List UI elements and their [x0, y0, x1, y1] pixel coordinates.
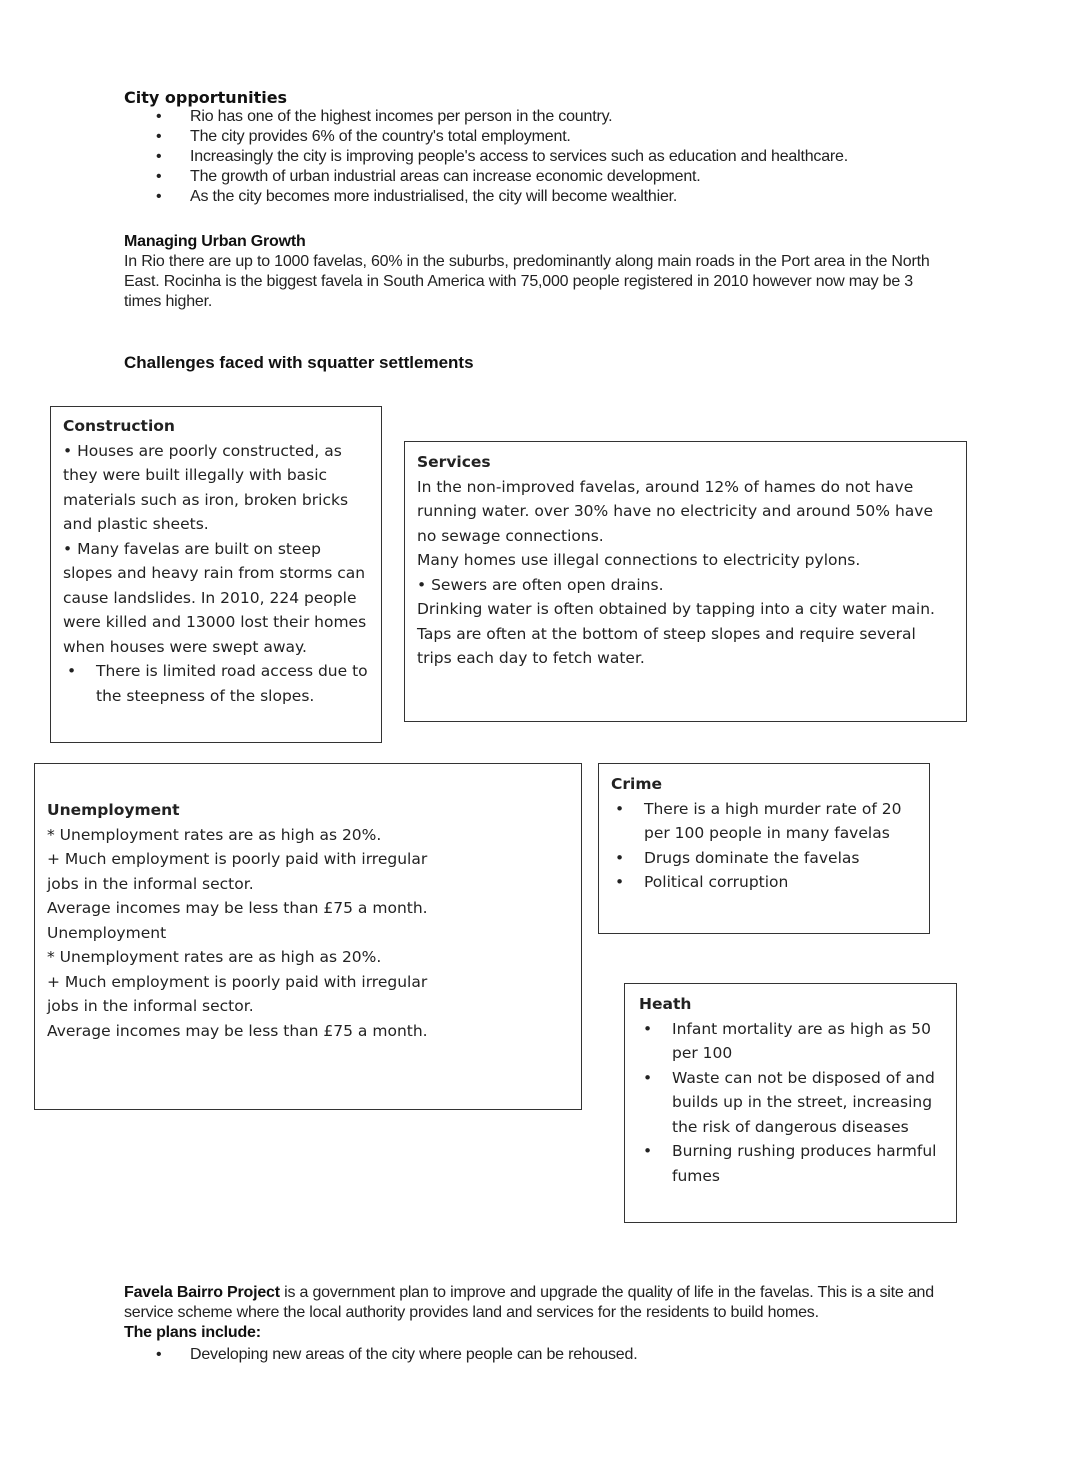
heath-box	[624, 983, 957, 1223]
crime-box	[598, 763, 930, 934]
unemployment-line: * Unemployment rates are as high as 20%.	[47, 948, 382, 966]
city-opportunities-list	[124, 107, 1024, 207]
construction-paragraph: • Many favelas are built on steep slopes and heavy rain from storms can cause landslides. In 2010, 224 people were killed and 13000 lost their homes when houses were swept away.	[63, 539, 367, 656]
services-paragraph: Many homes use illegal connections to electricity pylons.	[417, 551, 861, 569]
unemployment-line: + Much employment is poorly paid with irregular jobs in the informal sector.	[47, 972, 428, 1015]
heath-title: Heath	[639, 995, 692, 1013]
unemployment-box	[34, 763, 582, 1110]
favela-bold-lead: Favela Bairro Project	[124, 1284, 280, 1301]
crime-list	[611, 797, 917, 895]
unemployment-line: * Unemployment rates are as high as 20%.	[47, 825, 382, 844]
list-item: • Infant mortality are as high as 50 per 100	[639, 1017, 942, 1066]
list-item: • Political corruption	[611, 870, 917, 895]
plans-heading: The plans include:	[124, 1324, 261, 1341]
heath-list	[639, 1017, 942, 1189]
unemployment-line: Average incomes may be less than £75 a month.	[47, 899, 428, 917]
favela-text: is a government plan to improve and upgrade the quality of life in the favelas. This is a site and service scheme where the local authority provides land and services for the residents to build homes.	[124, 1284, 934, 1321]
list-item: • Burning rushing produces harmful fumes	[639, 1139, 942, 1188]
unemployment-title: Unemployment	[47, 801, 180, 819]
services-title: Services	[417, 453, 491, 471]
list-item: • Waste can not be disposed of and builds up in the street, increasing the risk of dangerous diseases	[639, 1066, 942, 1140]
unemployment-line: + Much employment is poorly paid with irregular jobs in the informal sector.	[47, 850, 428, 893]
unemployment-line: Average incomes may be less than £75 a month.	[47, 1021, 428, 1040]
services-paragraph: Drinking water is often obtained by tapping into a city water main. Taps are often at the bottom of steep slopes and require several trips each day to fetch water.	[417, 600, 935, 667]
construction-box	[50, 406, 382, 743]
managing-text: In Rio there are up to 1000 favelas, 60% in the suburbs, predominantly along main roads in the Port area in the North East. Rocinha is the biggest favela in South America with 75,000 people registered in 2010 however now may be 3 times higher.	[124, 253, 930, 310]
challenges-heading: Challenges faced with squatter settlements	[124, 353, 474, 372]
list-item: • Increasingly the city is improving people's access to services such as education and healthcare.	[124, 147, 1024, 167]
services-box	[404, 441, 967, 722]
city-opportunities-section	[124, 88, 1024, 207]
favela-bairro-section	[124, 1283, 944, 1365]
services-paragraph: • Sewers are often open drains.	[417, 575, 664, 594]
list-item: • The growth of urban industrial areas can increase economic development.	[124, 167, 1024, 187]
crime-title: Crime	[611, 775, 662, 793]
construction-title: Construction	[63, 417, 175, 435]
construction-paragraph: • Houses are poorly constructed, as they were built illegally with basic materials such as iron, broken bricks and plastic sheets.	[63, 441, 349, 533]
list-item: • Rio has one of the highest incomes per person in the country.	[124, 107, 1024, 127]
list-item: • The city provides 6% of the country's total employment.	[124, 127, 1024, 147]
list-item: • Drugs dominate the favelas	[611, 846, 917, 871]
list-item: • Developing new areas of the city where people can be rehoused.	[124, 1345, 944, 1365]
list-item: • There is limited road access due to the steepness of the slopes.	[63, 659, 369, 708]
list-item: • As the city becomes more industrialised, the city will become wealthier.	[124, 187, 1024, 207]
unemployment-line: Unemployment	[47, 923, 167, 942]
city-opportunities-heading: City opportunities	[124, 88, 288, 107]
managing-heading: Managing Urban Growth	[124, 233, 306, 250]
plans-list	[124, 1345, 944, 1365]
services-paragraph: In the non-improved favelas, around 12% of hames do not have running water. over 30% have no electricity and around 50% have no sewage connections.	[417, 477, 933, 545]
construction-list	[63, 659, 369, 708]
list-item: • There is a high murder rate of 20 per 100 people in many favelas	[611, 797, 917, 846]
favela-paragraph	[124, 1283, 944, 1323]
managing-urban-growth-section	[124, 232, 954, 312]
